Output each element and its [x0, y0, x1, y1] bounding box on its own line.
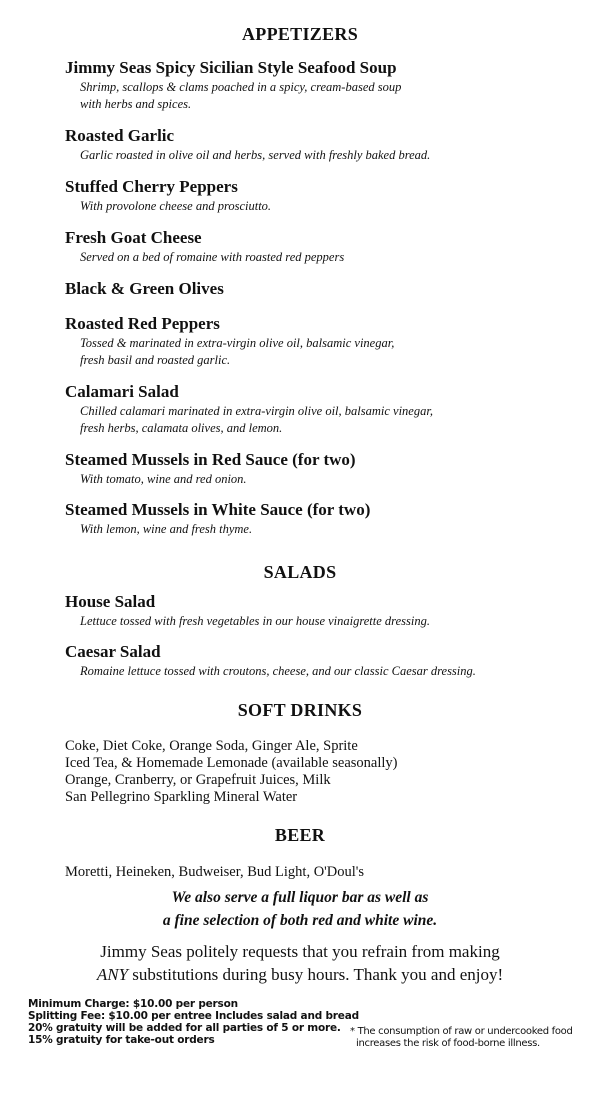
notice-line-2: substitutions during busy hours. Thank you and enjoy! — [128, 965, 504, 984]
bar-note-line: a fine selection of both red and white wine. — [162, 912, 438, 929]
menu-item-name: Roasted Red Peppers — [65, 314, 220, 333]
menu-item-description: With tomato, wine and red onion. — [80, 472, 247, 486]
menu-item-name: Black & Green Olives — [65, 279, 224, 298]
menu-item-name: Steamed Mussels in White Sauce (for two) — [65, 500, 371, 519]
notice-line-1: Jimmy Seas politely requests that you refrain from making — [100, 942, 500, 961]
menu-item-name: Roasted Garlic — [65, 126, 175, 145]
drink-line: Orange, Cranberry, or Grapefruit Juices, Milk — [65, 772, 331, 788]
menu-item-description: fresh basil and roasted garlic. — [80, 353, 231, 367]
menu-item-description: Chilled calamari marinated in extra-virgin olive oil, balsamic vinegar, — [80, 404, 433, 418]
menu-item-name: House Salad — [65, 592, 156, 611]
menu-item-name: Caesar Salad — [65, 642, 161, 661]
menu-item-description: Shrimp, scallops & clams poached in a spicy, cream-based soup — [80, 80, 402, 94]
drink-line: Coke, Diet Coke, Orange Soda, Ginger Ale, Sprite — [65, 738, 358, 754]
menu-item-name: Stuffed Cherry Peppers — [65, 177, 238, 196]
salads-heading: SALADS — [263, 562, 337, 582]
menu-item-description: With provolone cheese and prosciutto. — [80, 199, 272, 213]
fine-print-line: Splitting Fee: $10.00 per entree Includes salad and bread — [28, 1010, 359, 1022]
substitution-notice — [0, 940, 600, 963]
substitution-notice — [0, 963, 600, 986]
bar-note-line: We also serve a full liquor bar as well as — [171, 889, 429, 906]
menu-item-description: Garlic roasted in olive oil and herbs, served with freshly baked bread. — [80, 148, 431, 162]
menu-item-description: With lemon, wine and fresh thyme. — [80, 522, 253, 536]
soft-drinks-heading: SOFT DRINKS — [237, 700, 363, 720]
menu-item-description: Romaine lettuce tossed with croutons, cheese, and our classic Caesar dressing. — [80, 664, 476, 678]
menu-item-description: with herbs and spices. — [80, 97, 192, 111]
menu-item-description: fresh herbs, calamata olives, and lemon. — [80, 421, 283, 435]
menu-item-name: Calamari Salad — [65, 382, 179, 401]
health-warning-line: * The consumption of raw or undercooked food — [350, 1026, 573, 1037]
notice-emphasis: ANY — [96, 965, 129, 984]
menu-item-description: Lettuce tossed with fresh vegetables in our house vinaigrette dressing. — [80, 614, 430, 628]
drink-line: San Pellegrino Sparkling Mineral Water — [65, 789, 298, 805]
fine-print-line: Minimum Charge: $10.00 per person — [28, 998, 238, 1010]
appetizers-heading: APPETIZERS — [241, 24, 359, 44]
fine-print-line: 15% gratuity for take-out orders — [28, 1034, 215, 1046]
menu-item-description: Served on a bed of romaine with roasted red peppers — [80, 250, 345, 264]
drink-line: Iced Tea, & Homemade Lemonade (available seasonally) — [65, 755, 398, 771]
menu-item-name: Fresh Goat Cheese — [65, 228, 202, 247]
fine-print-line: 20% gratuity will be added for all parties of 5 or more. — [28, 1022, 341, 1034]
beer-heading: BEER — [274, 825, 326, 845]
beer-line: Moretti, Heineken, Budweiser, Bud Light, O'Doul's — [65, 864, 365, 880]
menu-item-description: Tossed & marinated in extra-virgin olive oil, balsamic vinegar, — [80, 336, 395, 350]
menu-item-name: Jimmy Seas Spicy Sicilian Style Seafood Soup — [65, 58, 397, 77]
menu-item-name: Steamed Mussels in Red Sauce (for two) — [65, 450, 356, 469]
health-warning-line: increases the risk of food-borne illness. — [356, 1038, 540, 1049]
